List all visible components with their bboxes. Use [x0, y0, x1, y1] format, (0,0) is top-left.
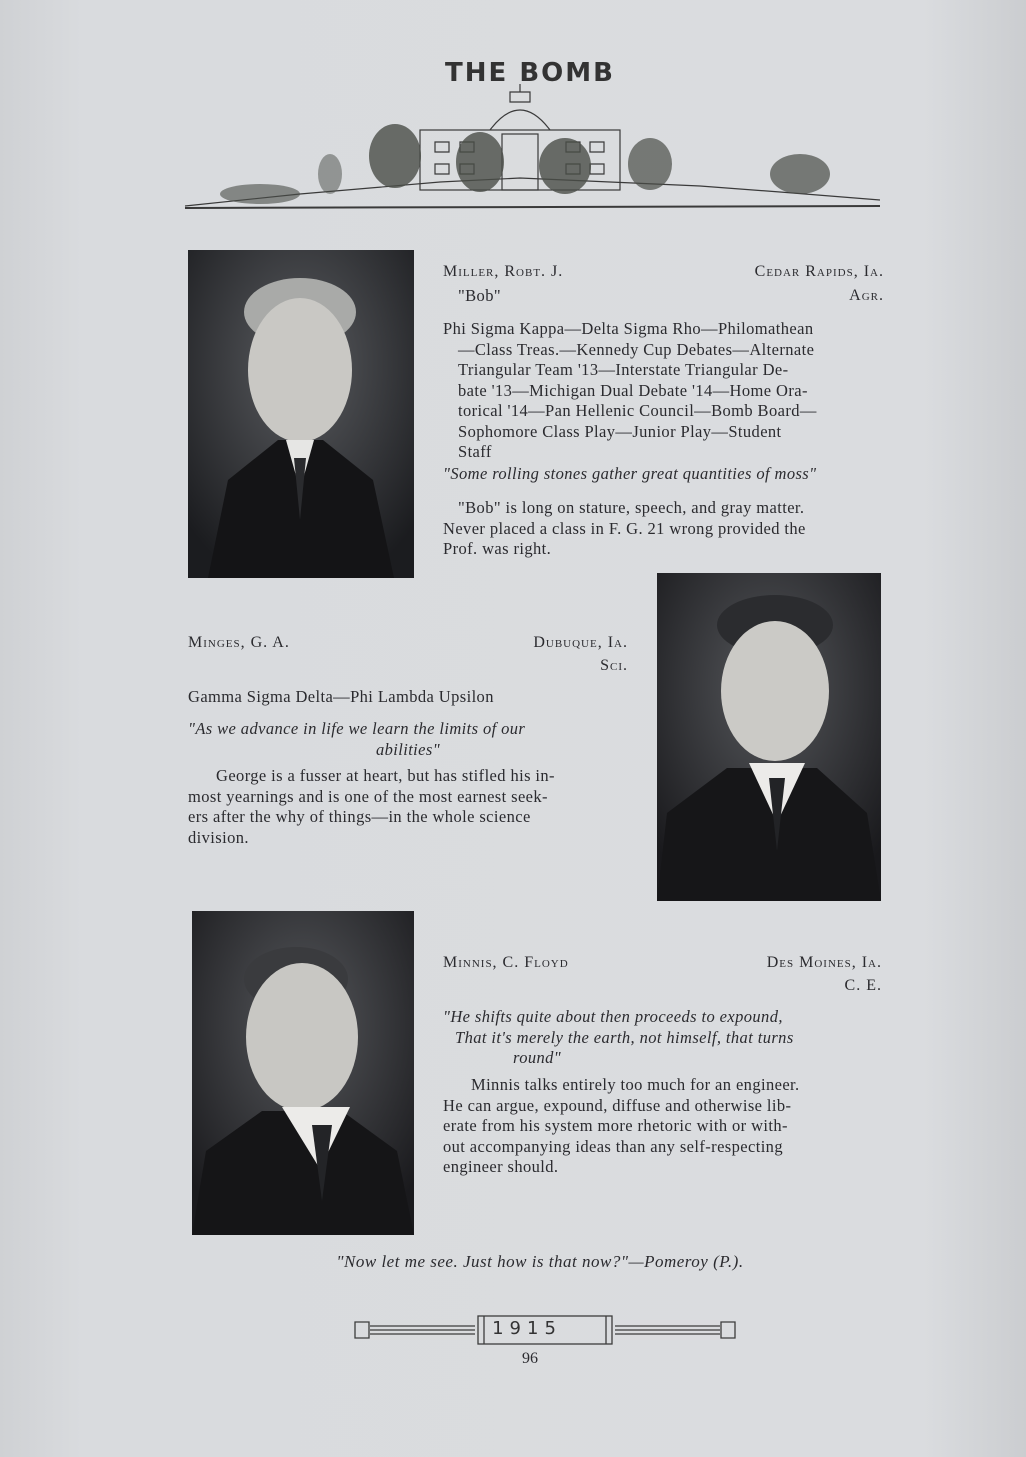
text-line: Staff — [458, 442, 492, 461]
text-line: engineer should. — [443, 1157, 559, 1176]
portrait-photo-miller — [188, 250, 414, 578]
header-title: THE BOMB — [445, 58, 615, 88]
text-line: —Class Treas.—Kennedy Cup Debates—Alternate — [458, 339, 815, 359]
text-line: division. — [188, 827, 249, 847]
entry-course-minges: Sci. — [600, 657, 628, 674]
text-line: most yearnings and is one of the most earnest seek- — [188, 786, 548, 806]
entry-name-miller: Miller, Robt. J. — [443, 263, 564, 280]
text-line: Minnis talks entirely too much for an engineer. — [471, 1075, 800, 1094]
text-line: abilities" — [375, 739, 441, 759]
portrait-photo-minges — [657, 573, 881, 901]
entry-description-minnis — [443, 1075, 885, 1178]
page-header — [180, 52, 880, 212]
entry-quote-minnis — [443, 1007, 885, 1069]
text-line: out accompanying ideas than any self-respecting — [443, 1136, 783, 1156]
entry-name-minnis: Minnis, C. Floyd — [443, 954, 569, 971]
entry-hometown-minges: Dubuque, Ia. — [533, 634, 628, 651]
text-line: "He shifts quite about then proceeds to expound, — [443, 1007, 783, 1026]
text-line: erate from his system more rhetoric with or with- — [443, 1116, 788, 1135]
text-line: George is a fusser at heart, but has stifled his in- — [216, 766, 555, 785]
text-line: torical '14—Pan Hellenic Council—Bomb Board— — [458, 401, 817, 420]
text-line: Triangular Team '13—Interstate Triangular De- — [458, 360, 789, 379]
text-line: Prof. was right. — [443, 539, 552, 558]
text-line: bate '13—Michigan Dual Debate '14—Home Ora- — [458, 380, 808, 400]
text-line: "Bob" is long on stature, speech, and gray matter. — [458, 498, 805, 517]
text-line: Sophomore Class Play—Junior Play—Student — [458, 421, 782, 441]
text-line: Never placed a class in F. G. 21 wrong provided the — [443, 518, 806, 538]
entry-description-miller — [443, 498, 885, 560]
text-line: Phi Sigma Kappa—Delta Sigma Rho—Philomathean — [443, 319, 814, 338]
entry-hometown-miller: Cedar Rapids, Ia. — [754, 263, 884, 280]
entry-activities-miller — [443, 319, 885, 463]
entry-quote-miller: "Some rolling stones gather great quantities of moss" — [443, 464, 817, 483]
campus-building-illustration — [180, 82, 880, 212]
portrait-photo-minnis — [192, 911, 414, 1235]
text-line: "As we advance in life we learn the limits of our — [188, 719, 526, 738]
entry-hometown-minnis: Des Moines, Ia. — [766, 954, 882, 971]
text-line: round" — [513, 1048, 562, 1067]
page-number: 96 — [522, 1350, 538, 1367]
footer-quote: "Now let me see. Just how is that now?"—Pomeroy (P.). — [336, 1252, 744, 1271]
text-line: ers after the why of things—in the whole science — [188, 807, 531, 826]
entry-nickname-miller: "Bob" — [458, 286, 501, 305]
entry-name-minges: Minges, G. A. — [188, 634, 290, 651]
text-line: That it's merely the earth, not himself, that turns — [455, 1027, 794, 1047]
entry-course-miller: Agr. — [849, 287, 884, 304]
entry-quote-minges — [188, 719, 628, 760]
text-line: He can argue, expound, diffuse and otherwise lib- — [443, 1095, 792, 1115]
footer-year: 1915 — [492, 1318, 562, 1339]
entry-activities-minges: Gamma Sigma Delta—Phi Lambda Upsilon — [188, 687, 494, 706]
entry-description-minges — [188, 766, 628, 848]
entry-course-minnis: C. E. — [844, 977, 882, 994]
